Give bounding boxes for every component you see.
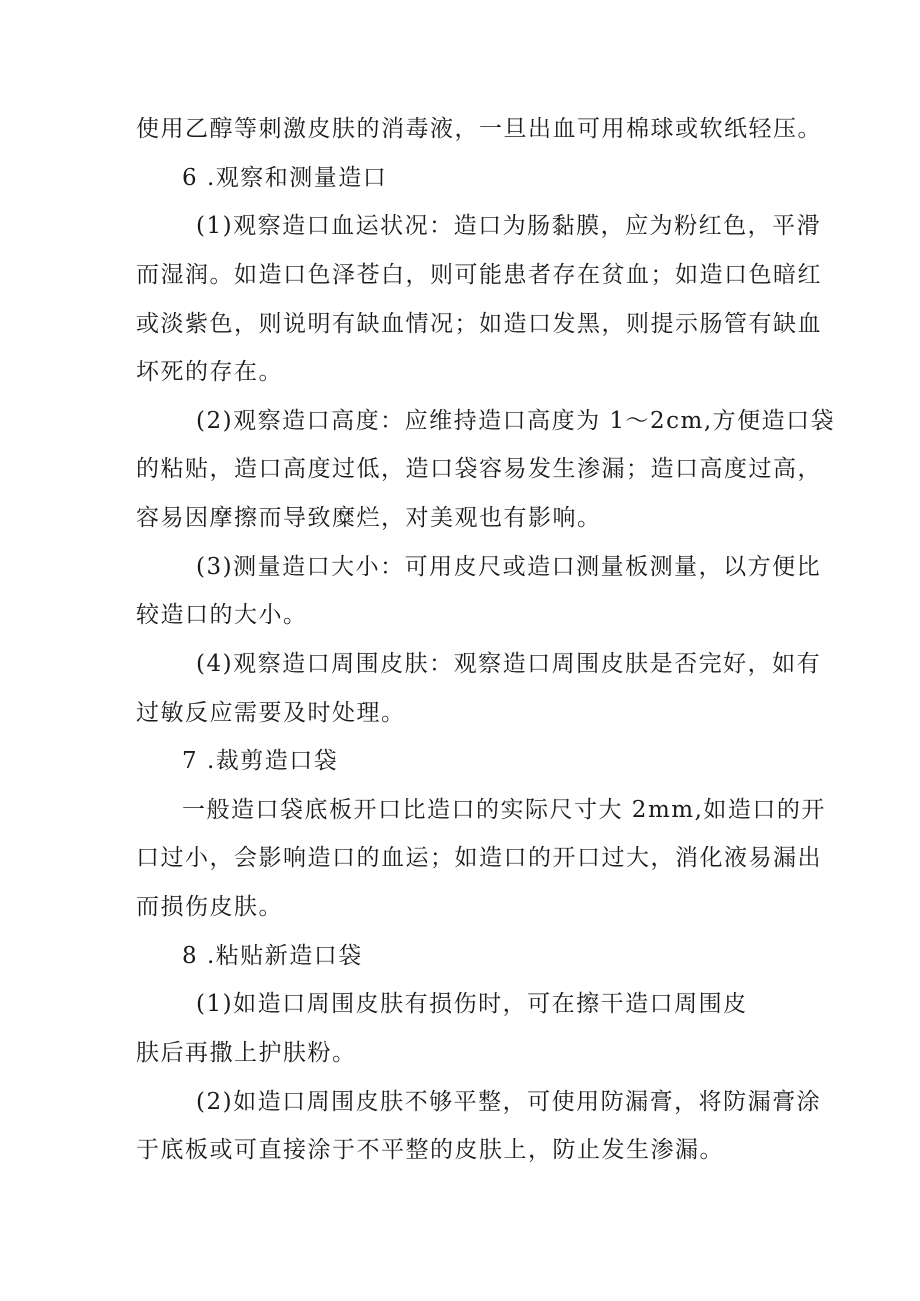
- text-line: (1)观察造口血运状况：造口为肠黏膜，应为粉红色，平滑: [196, 213, 822, 239]
- text-line: 而损伤皮肤。: [136, 894, 283, 920]
- text-line: 的粘贴，造口高度过低，造口袋容易发生渗漏；造口高度过高，: [136, 456, 822, 482]
- text-line: 过敏反应需要及时处理。: [136, 700, 406, 726]
- text-line: 于底板或可直接涂于不平整的皮肤上，防止发生渗漏。: [136, 1137, 724, 1163]
- text-line: 或淡紫色，则说明有缺血情况；如造口发黑，则提示肠管有缺血: [136, 311, 822, 337]
- text-line: (1)如造口周围皮肤有损伤时，可在擦干造口周围皮: [196, 991, 748, 1017]
- text-line: 坏死的存在。: [136, 359, 283, 385]
- text-line: (3)测量造口大小：可用皮尺或造口测量板测量，以方便比: [196, 554, 822, 580]
- text-line: 而湿润。如造口色泽苍白，则可能患者存在贫血；如造口色暗红: [136, 262, 822, 288]
- text-line: (2)观察造口高度：应维持造口高度为 1～2cm,方便造口袋: [196, 408, 836, 434]
- section-heading: 6 .观察和测量造口: [182, 165, 388, 191]
- section-heading: 8 .粘贴新造口袋: [182, 943, 363, 969]
- section-heading: 7 .裁剪造口袋: [182, 748, 339, 774]
- text-line: (4)观察造口周围皮肤：观察造口周围皮肤是否完好，如有: [196, 651, 822, 677]
- text-line: 口过小，会影响造口的血运；如造口的开口过大，消化液易漏出: [136, 845, 822, 871]
- text-line: 肤后再撒上护肤粉。: [136, 1040, 357, 1066]
- text-line: (2)如造口周围皮肤不够平整，可使用防漏膏，将防漏膏涂: [196, 1089, 822, 1115]
- text-line: 一般造口袋底板开口比造口的实际尺寸大 2mm,如造口的开: [182, 797, 826, 823]
- text-line: 较造口的大小。: [136, 602, 308, 628]
- text-line: 使用乙醇等刺激皮肤的消毒液，一旦出血可用棉球或软纸轻压。: [136, 116, 822, 142]
- text-line: 容易因摩擦而导致糜烂，对美观也有影响。: [136, 505, 602, 531]
